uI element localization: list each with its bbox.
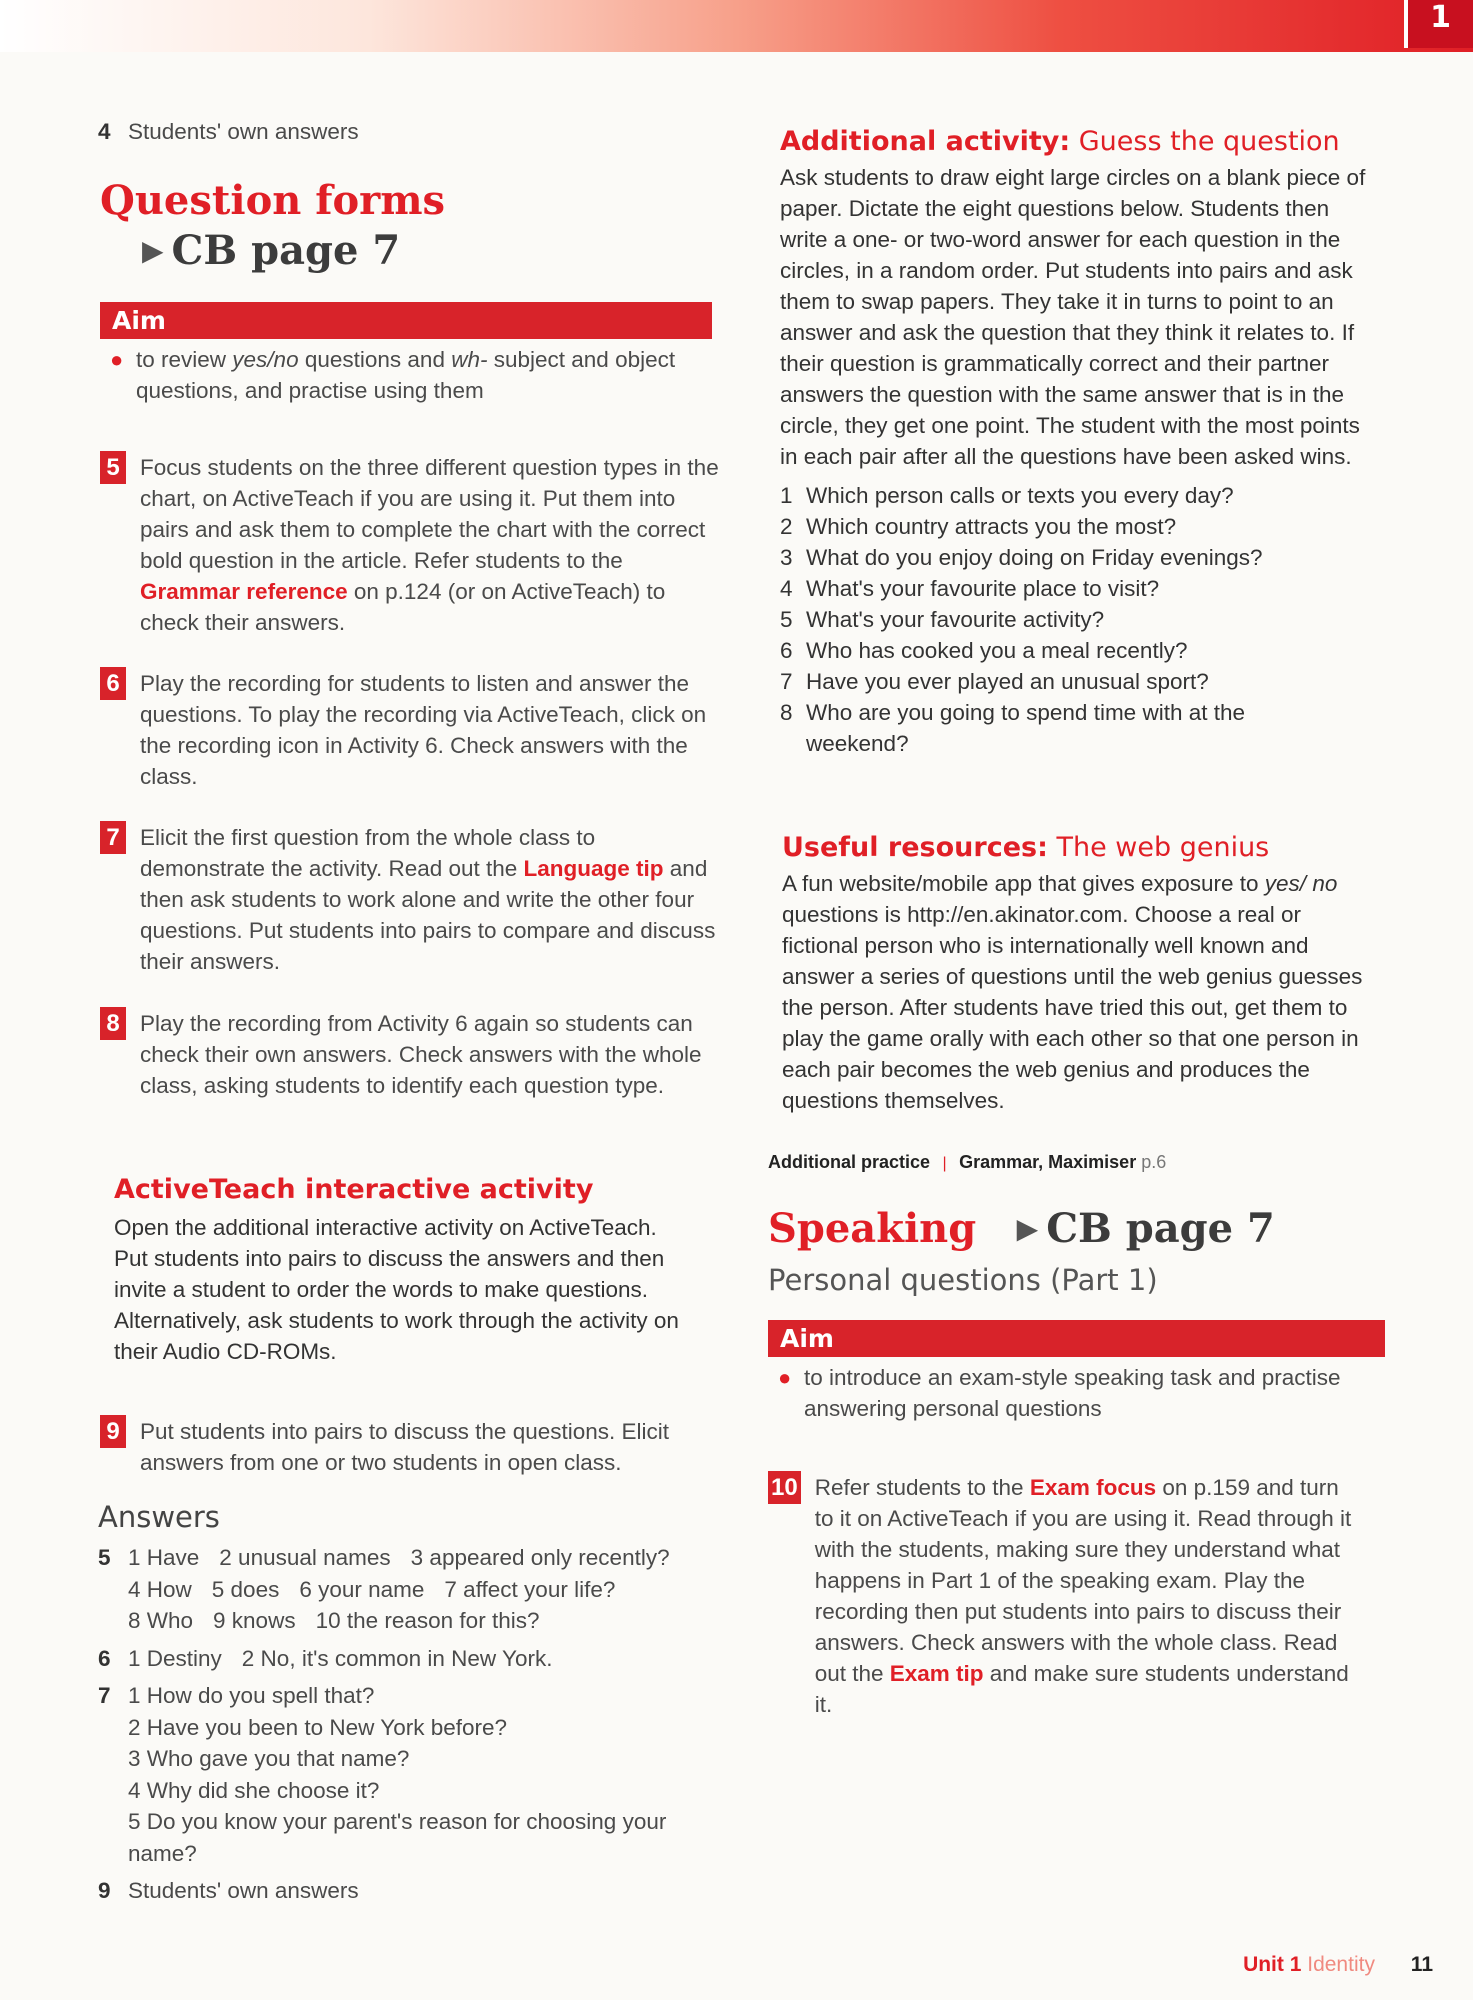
aim-bar: Aim [100, 302, 712, 339]
left-column [98, 116, 718, 148]
additional-activity-box [780, 124, 1380, 759]
task-number: 8 [100, 1007, 126, 1040]
task-9: 9 Put students into pairs to discuss the questions. Elicit answers from one or two students in open class. [100, 1416, 720, 1478]
list-item: 7 Have you ever played an unusual sport? [780, 669, 1209, 694]
activeteach-box [114, 1172, 694, 1367]
answer-5: 5 1 Have 2 unusual names 3 appeared only recently? 4 How 5 does 6 your name 7 affect your life? 8 Who 9 knows 10 the reason for this? [98, 1545, 670, 1633]
divider: | [942, 1155, 947, 1172]
page-footer: Unit 1 Identity 11 [1243, 1953, 1433, 1976]
task-5: 5 Focus students on the three different question types in the chart, on ActiveTeach if you are using it. Put them into pairs and ask them to complete the chart with the correct bold question in the article. Refer students to the Grammar reference on p.124 (or on ActiveTeach) to check their answers. [100, 452, 720, 638]
answers-heading: Answers [98, 1500, 220, 1534]
grammar-reference-link[interactable]: Grammar reference [140, 579, 348, 604]
language-tip-link[interactable]: Language tip [523, 856, 664, 881]
task-7: 7 Elicit the first question from the whole class to demonstrate the activity. Read out the Language tip and then ask students to work alone and write the other four questions. Put students into pairs to compare and discuss their answers. [100, 822, 720, 977]
unit-tab: 1 [1404, 0, 1473, 48]
list-item: 5 What's your favourite activity? [780, 607, 1105, 632]
exam-focus-link[interactable]: Exam focus [1029, 1475, 1157, 1500]
list-item: 6 Who has cooked you a meal recently? [780, 638, 1188, 663]
aim-block [100, 302, 712, 406]
task-number: 6 [100, 667, 126, 700]
speaking-subtitle: Personal questions (Part 1) [768, 1263, 1158, 1297]
header-gradient-bar [0, 0, 1473, 52]
speaking-aim-block [768, 1320, 1385, 1424]
answers-block [98, 1498, 738, 1907]
answer-9: 9 Students' own answers [98, 1878, 359, 1903]
page-number: 11 [1410, 1953, 1433, 1976]
question-forms-heading [100, 176, 720, 276]
aim-bullet: ● to review yes/no questions and wh- subject and object questions, and practise using them [100, 344, 712, 406]
task-number: 10 [768, 1471, 801, 1504]
intro-answer: 4 Students' own answers [98, 119, 359, 144]
list-item: 2 Which country attracts you the most? [780, 514, 1177, 539]
list-item: 4 What's your favourite place to visit? [780, 576, 1160, 601]
task-6: 6 Play the recording for students to listen and answer the questions. To play the recording via ActiveTeach, click on the recording icon in Activity 6. Check answers with the class. [100, 668, 720, 792]
additional-activity-title: Additional activity: Guess the question [780, 126, 1340, 157]
task-8: 8 Play the recording from Activity 6 again so students can check their own answers. Check answers with the whole class, asking students to identify each question type. [100, 1008, 720, 1101]
task-10: 10 Refer students to the Exam focus on p.159 and turn to it on ActiveTeach if you are using it. Read through it with the students, making sure they understand what happens in Part 1 of the speaking exam. Play the recording then put students into pairs to discuss their answers. Check answers with the whole class. Read out the Exam tip and make sure students understand it. [768, 1472, 1362, 1720]
task-number: 7 [100, 821, 126, 854]
additional-practice: Additional practice | Grammar, Maximiser p.6 [768, 1152, 1167, 1172]
aim-bullet: ● to introduce an exam-style speaking task and practise answering personal questions [768, 1362, 1385, 1424]
task-number: 9 [100, 1415, 126, 1448]
play-triangle-icon: ▶ [1016, 1213, 1039, 1244]
speaking-title: Speaking [768, 1205, 977, 1252]
cb-reference: ▶ CB page 7 [142, 227, 401, 274]
section-title: Question forms [100, 177, 446, 224]
answer-6: 6 1 Destiny 2 No, it's common in New York. [98, 1645, 553, 1671]
answer-7: 7 1 How do you spell that? 2 Have you been to New York before? 3 Who gave you that name? 4 Why did she choose it? 5 Do you know your parent's reason for choosing your name? [98, 1683, 667, 1866]
aim-bar: Aim [768, 1320, 1385, 1357]
activeteach-title: ActiveTeach interactive activity [114, 1174, 594, 1205]
exam-tip-link[interactable]: Exam tip [889, 1661, 984, 1686]
activeteach-text: Open the additional interactive activity on ActiveTeach. Put students into pairs to discuss the answers and then invite a student to order the words to make questions. Alternatively, ask students to work through the activity on their Audio CD-ROMs. [114, 1215, 679, 1364]
list-item: 1 Which person calls or texts you every day? [780, 483, 1234, 508]
useful-resources-title: Useful resources: The web genius [782, 832, 1270, 863]
useful-resources-box [782, 830, 1372, 1116]
useful-resources-text: A fun website/mobile app that gives exposure to yes/ no questions is http://en.akinator.com. Choose a real or fictional person who is internationally well known and answer a series of questions until the web genius guesses the person. After students have tried this out, get them to play the game orally with each other so that one person in each pair becomes the web genius and produces the questions themselves. [782, 871, 1363, 1113]
additional-activity-text: Ask students to draw eight large circles on a blank piece of paper. Dictate the eight questions below. Students then write a one- or two-word answer for each question in the circles, in a random order. Put students into pairs and ask them to swap papers. They take it in turns to point to an answer and ask the question that they think it relates to. If their question is grammatically correct and their partner answers the question with the same answer that is in the circle, they get one point. The student with the most points in each pair after all the questions have been asked wins. [780, 165, 1366, 469]
question-list [780, 480, 1380, 759]
bullet-icon: ● [778, 1365, 792, 1390]
task-number: 5 [100, 451, 126, 484]
list-item: 8 Who are you going to spend time with at the weekend? [780, 700, 1246, 756]
play-triangle-icon: ▶ [142, 235, 164, 266]
list-item: 3 What do you enjoy doing on Friday evenings? [780, 545, 1263, 570]
bullet-icon: ● [110, 347, 124, 372]
speaking-heading: Speaking ▶ CB page 7 Personal questions (Part 1) [768, 1204, 1408, 1300]
